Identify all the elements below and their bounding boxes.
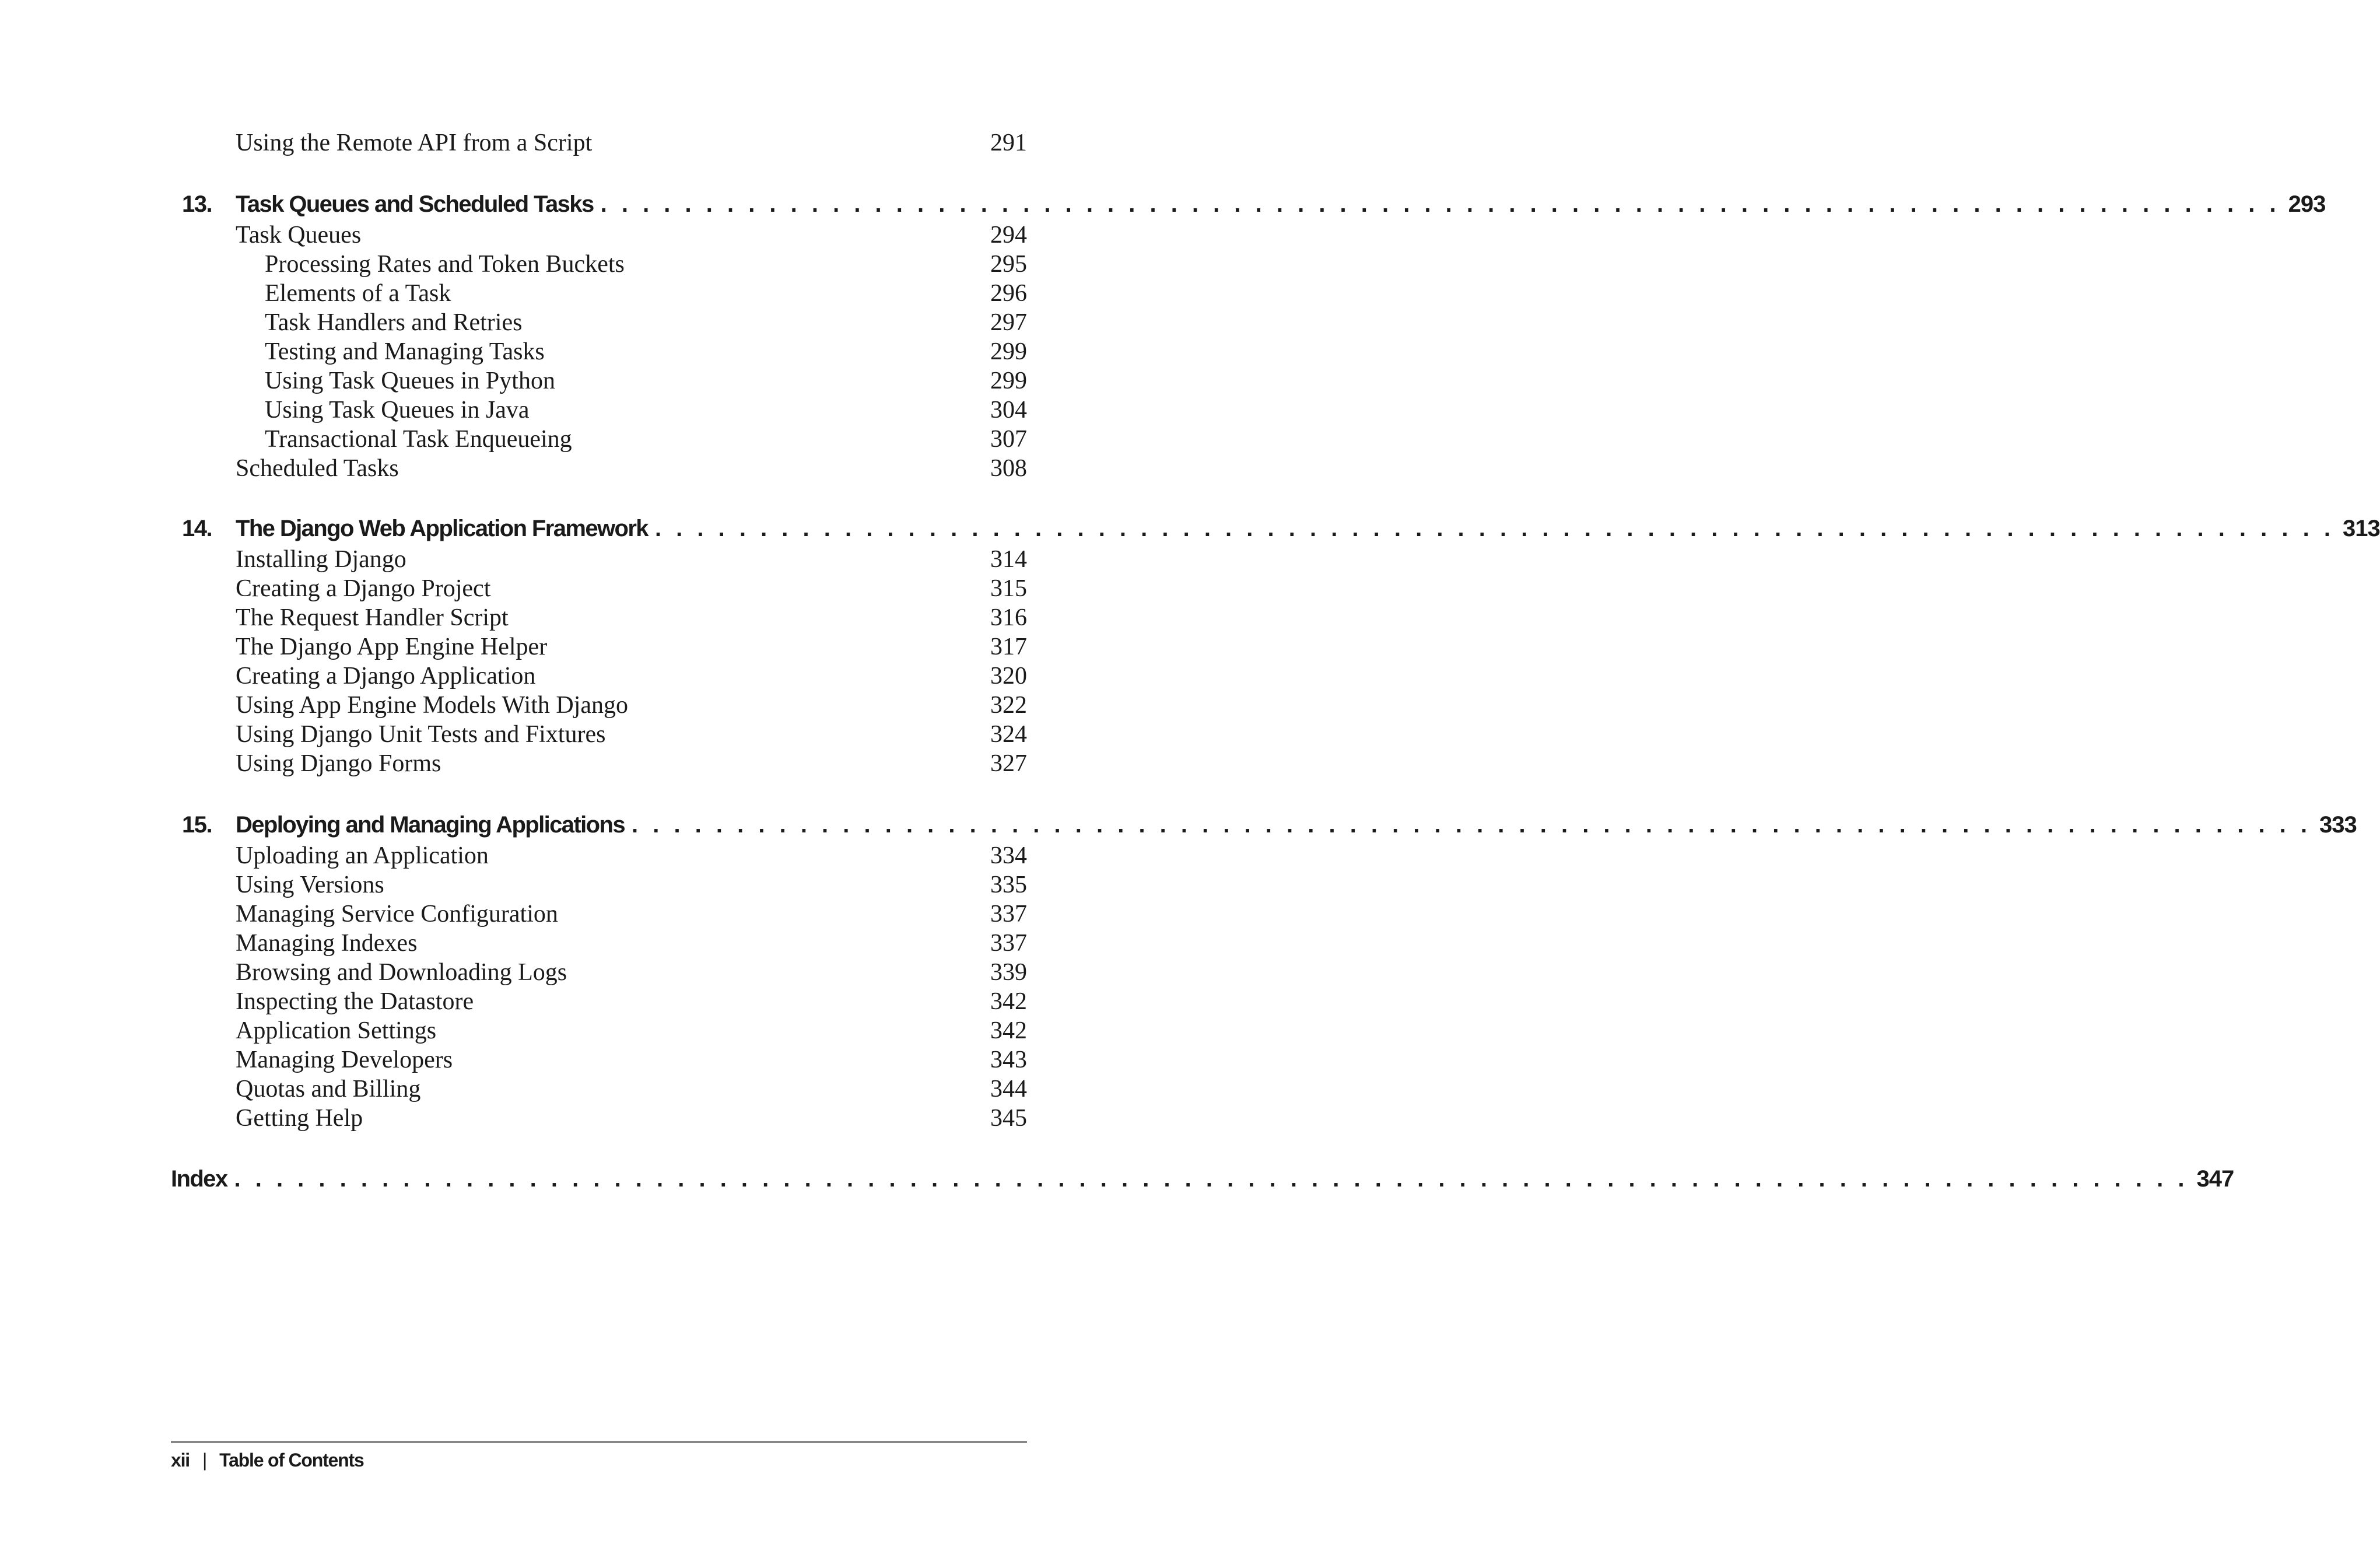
- toc-entry-page: 308: [990, 455, 1027, 482]
- toc-entry-page: 314: [990, 546, 1027, 573]
- index-heading[interactable]: [171, 1163, 2234, 1195]
- toc-entry[interactable]: Using Django Unit Tests and Fixtures: [236, 721, 606, 748]
- toc-entry[interactable]: Managing Indexes: [236, 930, 418, 957]
- chapter-13-number: 13.: [182, 191, 212, 217]
- toc-entry[interactable]: Browsing and Downloading Logs: [236, 959, 567, 986]
- footer-divider: [171, 1441, 1027, 1443]
- toc-entry-page: 322: [990, 692, 1027, 719]
- toc-entry-page: 344: [990, 1076, 1027, 1102]
- toc-entry-page: 315: [990, 575, 1027, 602]
- toc-entry-page: 316: [990, 604, 1027, 631]
- toc-entry[interactable]: Processing Rates and Token Buckets: [265, 251, 625, 278]
- toc-entry-page: 295: [990, 251, 1027, 278]
- toc-entry[interactable]: Using the Remote API from a Script: [236, 130, 593, 156]
- toc-entry-page: 299: [990, 368, 1027, 394]
- toc-entry-page: 294: [990, 222, 1027, 249]
- toc-entry-page: 337: [990, 901, 1027, 928]
- toc-entry-page: 342: [990, 988, 1027, 1015]
- toc-entry[interactable]: Getting Help: [236, 1105, 363, 1132]
- toc-entry[interactable]: Transactional Task Enqueueing: [265, 426, 572, 453]
- chapter-15-title: Deploying and Managing Applications: [236, 812, 625, 838]
- toc-entry-page: 307: [990, 426, 1027, 453]
- toc-entry-page: 327: [990, 750, 1027, 777]
- toc-entry[interactable]: Using App Engine Models With Django: [236, 692, 629, 719]
- toc-entry-page: 339: [990, 959, 1027, 986]
- footer-page-number: xii: [171, 1450, 190, 1471]
- dot-leader: . . . . . . . . . . . . . . . . . . . . . . . . . . . . . . . . . . . . . . . . . . . . . . . . . . . . . . . . . . . . . . . . . . . . . . . . . . . . . . . .: [654, 516, 2335, 541]
- index-page: 347: [2196, 1166, 2234, 1192]
- chapter-14-number: 14.: [182, 516, 212, 541]
- chapter-15-heading[interactable]: [236, 808, 2357, 841]
- toc-entry[interactable]: The Request Handler Script: [236, 604, 509, 631]
- chapter-15-page: 333: [2319, 812, 2357, 838]
- toc-entry[interactable]: Creating a Django Application: [236, 663, 536, 690]
- chapter-15-number: 15.: [182, 812, 212, 838]
- toc-entry[interactable]: Managing Developers: [236, 1046, 453, 1073]
- toc-entry-page: 296: [990, 280, 1027, 307]
- toc-entry[interactable]: Creating a Django Project: [236, 575, 491, 602]
- toc-entry[interactable]: Uploading an Application: [236, 842, 489, 869]
- toc-entry[interactable]: Managing Service Configuration: [236, 901, 558, 928]
- dot-leader: . . . . . . . . . . . . . . . . . . . . . . . . . . . . . . . . . . . . . . . . . . . . . . . . . . . . . . . . . . . . . . . . . . . . . . . . . . . . . . . .: [600, 191, 2280, 217]
- dot-leader: . . . . . . . . . . . . . . . . . . . . . . . . . . . . . . . . . . . . . . . . . . . . . . . . . . . . . . . . . . . . . . . . . . . . . . . . . . . . . . . . . . . . . . . . . . . . .: [234, 1166, 2189, 1192]
- chapter-14-page: 313: [2342, 516, 2380, 541]
- footer-section-title: Table of Contents: [219, 1450, 364, 1471]
- chapter-14-heading[interactable]: [236, 512, 2380, 545]
- toc-entry[interactable]: Task Handlers and Retries: [265, 309, 523, 336]
- toc-entry[interactable]: Using Django Forms: [236, 750, 441, 777]
- toc-entry[interactable]: Inspecting the Datastore: [236, 988, 474, 1015]
- dot-leader: . . . . . . . . . . . . . . . . . . . . . . . . . . . . . . . . . . . . . . . . . . . . . . . . . . . . . . . . . . . . . . . . . . . . . . . . . . . . . . . .: [632, 812, 2312, 838]
- chapter-13-page: 293: [2288, 191, 2326, 217]
- toc-entry-page: 324: [990, 721, 1027, 748]
- chapter-13-title: Task Queues and Scheduled Tasks: [236, 191, 594, 217]
- toc-entry-page: 345: [990, 1105, 1027, 1132]
- toc-entry-page: 317: [990, 634, 1027, 660]
- toc-entry-page: 320: [990, 663, 1027, 690]
- toc-entry[interactable]: Quotas and Billing: [236, 1076, 421, 1102]
- footer-separator: |: [202, 1450, 207, 1471]
- chapter-13-heading[interactable]: [236, 188, 2326, 220]
- toc-entry-page: 335: [990, 872, 1027, 898]
- chapter-14-title: The Django Web Application Framework: [236, 516, 648, 541]
- toc-entry[interactable]: Elements of a Task: [265, 280, 451, 307]
- page-footer: [171, 1448, 364, 1472]
- toc-entry[interactable]: Task Queues: [236, 222, 362, 249]
- toc-entry-page: 297: [990, 309, 1027, 336]
- toc-entry[interactable]: Using Versions: [236, 872, 384, 898]
- toc-entry-page: 304: [990, 397, 1027, 424]
- toc-entry[interactable]: Scheduled Tasks: [236, 455, 399, 482]
- toc-entry[interactable]: Application Settings: [236, 1017, 437, 1044]
- toc-entry[interactable]: Using Task Queues in Java: [265, 397, 530, 424]
- toc-entry[interactable]: Testing and Managing Tasks: [265, 338, 545, 365]
- toc-entry-page: 343: [990, 1046, 1027, 1073]
- toc-entry[interactable]: The Django App Engine Helper: [236, 634, 548, 660]
- index-title: Index: [171, 1166, 227, 1192]
- toc-entry-page: 299: [990, 338, 1027, 365]
- toc-entry-page: 342: [990, 1017, 1027, 1044]
- toc-entry-page: 291: [990, 130, 1027, 156]
- toc-entry[interactable]: Installing Django: [236, 546, 406, 573]
- toc-entry[interactable]: Using Task Queues in Python: [265, 368, 555, 394]
- toc-entry-page: 334: [990, 842, 1027, 869]
- toc-entry-page: 337: [990, 930, 1027, 957]
